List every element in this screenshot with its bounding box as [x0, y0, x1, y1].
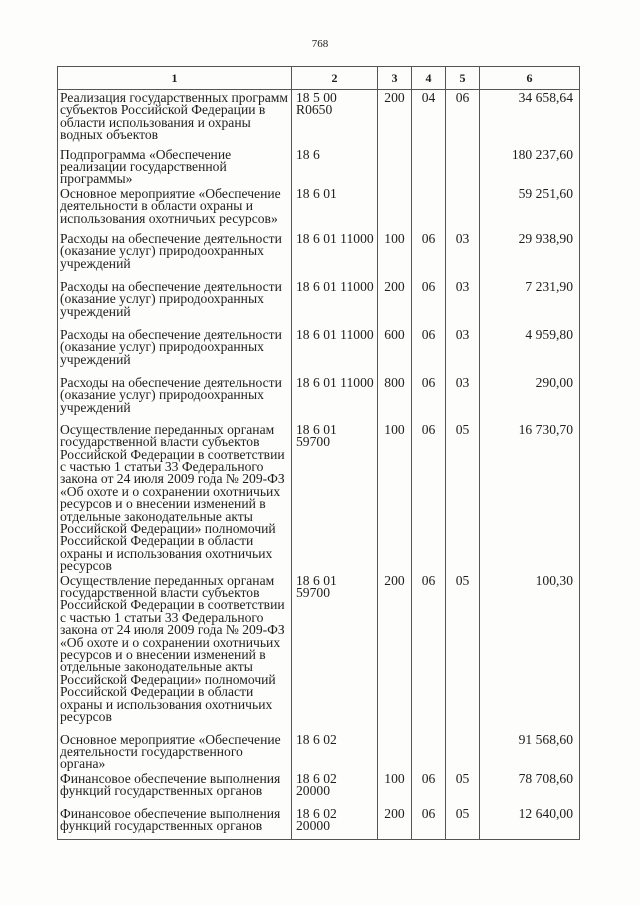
row-col-5: 03 — [446, 279, 480, 327]
row-amount: 12 640,00 — [480, 806, 580, 840]
row-col-5: 05 — [446, 806, 480, 840]
table-row — [58, 422, 580, 573]
row-name: Реализация государственных программ субъектов Российской Федерации в области использования и охраны водных объектов — [58, 90, 292, 147]
row-col-4: 06 — [412, 375, 446, 422]
row-amount: 16 730,70 — [480, 422, 580, 573]
row-col-4: 06 — [412, 327, 446, 375]
header-cell-4: 4 — [412, 67, 446, 90]
row-amount: 29 938,90 — [480, 231, 580, 279]
table-row — [58, 573, 580, 732]
row-amount: 78 708,60 — [480, 771, 580, 806]
table-row — [58, 327, 580, 375]
row-col-4 — [412, 147, 446, 186]
row-col-5 — [446, 147, 480, 186]
budget-table — [57, 66, 580, 840]
row-col-4: 06 — [412, 806, 446, 840]
row-name: Осуществление переданных органам государственной власти субъектов Российской Федерации в соответствии с частью 1 статьи 33 Федерального закона от 24 июля 2009 года № 209-ФЗ «Об охоте и о сохранении охотничьих ресурсов и о внесении изменений в отдельные законодательные акты Российской Федерации» полномочий Российской Федерации в области охраны и использования охотничьих ресурсов — [58, 573, 292, 732]
row-code: 18 6 — [292, 147, 378, 186]
header-cell-3: 3 — [378, 67, 412, 90]
row-col-3: 100 — [378, 422, 412, 573]
row-name: Подпрограмма «Обеспечение реализации государственной программы» — [58, 147, 292, 186]
row-name: Расходы на обеспечение деятельности (оказание услуг) природоохранных учреждений — [58, 231, 292, 279]
row-col-4: 06 — [412, 279, 446, 327]
table-row — [58, 375, 580, 422]
page-number: 768 — [311, 38, 329, 50]
header-row — [58, 67, 580, 90]
row-amount: 91 568,60 — [480, 732, 580, 771]
header-cell-5: 5 — [446, 67, 480, 90]
row-name: Финансовое обеспечение выполнения функций государственных органов — [58, 771, 292, 806]
row-col-3: 200 — [378, 279, 412, 327]
row-col-5: 03 — [446, 327, 480, 375]
row-code: 18 5 00 R0650 — [292, 90, 378, 147]
row-code: 18 6 01 11000 — [292, 279, 378, 327]
table-row — [58, 279, 580, 327]
row-col-5: 05 — [446, 573, 480, 732]
row-col-3 — [378, 147, 412, 186]
row-code: 18 6 01 — [292, 186, 378, 231]
table-row — [58, 186, 580, 231]
table-row — [58, 771, 580, 806]
row-col-4: 04 — [412, 90, 446, 147]
row-col-4 — [412, 732, 446, 771]
row-code: 18 6 01 59700 — [292, 422, 378, 573]
row-code: 18 6 01 59700 — [292, 573, 378, 732]
row-amount: 4 959,80 — [480, 327, 580, 375]
row-name: Расходы на обеспечение деятельности (оказание услуг) природоохранных учреждений — [58, 375, 292, 422]
row-col-4: 06 — [412, 771, 446, 806]
row-code: 18 6 02 — [292, 732, 378, 771]
row-col-5: 03 — [446, 231, 480, 279]
row-code: 18 6 01 11000 — [292, 375, 378, 422]
row-code: 18 6 01 11000 — [292, 327, 378, 375]
row-col-3: 200 — [378, 806, 412, 840]
row-col-3: 600 — [378, 327, 412, 375]
row-col-5: 05 — [446, 771, 480, 806]
row-name: Расходы на обеспечение деятельности (оказание услуг) природоохранных учреждений — [58, 279, 292, 327]
row-amount: 34 658,64 — [480, 90, 580, 147]
table-row — [58, 231, 580, 279]
row-name: Основное мероприятие «Обеспечение деятельности в области охраны и использования охотничьих ресурсов» — [58, 186, 292, 231]
table-body — [58, 90, 580, 840]
table-row — [58, 90, 580, 147]
row-code: 18 6 02 20000 — [292, 771, 378, 806]
row-col-3: 800 — [378, 375, 412, 422]
row-amount: 59 251,60 — [480, 186, 580, 231]
row-code: 18 6 01 11000 — [292, 231, 378, 279]
header-cell-1: 1 — [58, 67, 292, 90]
row-name: Основное мероприятие «Обеспечение деятельности государственного органа» — [58, 732, 292, 771]
row-col-3 — [378, 732, 412, 771]
row-col-3: 100 — [378, 771, 412, 806]
row-col-3: 200 — [378, 90, 412, 147]
row-amount: 180 237,60 — [480, 147, 580, 186]
table-row — [58, 147, 580, 186]
header-cell-6: 6 — [480, 67, 580, 90]
row-name: Расходы на обеспечение деятельности (оказание услуг) природоохранных учреждений — [58, 327, 292, 375]
row-col-3: 100 — [378, 231, 412, 279]
row-name: Финансовое обеспечение выполнения функций государственных органов — [58, 806, 292, 840]
row-col-5 — [446, 186, 480, 231]
row-amount: 290,00 — [480, 375, 580, 422]
row-col-4: 06 — [412, 422, 446, 573]
row-amount: 7 231,90 — [480, 279, 580, 327]
row-col-4: 06 — [412, 573, 446, 732]
table-row — [58, 732, 580, 771]
row-col-4: 06 — [412, 231, 446, 279]
row-col-5: 05 — [446, 422, 480, 573]
row-amount: 100,30 — [480, 573, 580, 732]
row-col-5 — [446, 732, 480, 771]
table-row — [58, 806, 580, 840]
row-col-3: 200 — [378, 573, 412, 732]
header-cell-2: 2 — [292, 67, 378, 90]
row-col-5: 06 — [446, 90, 480, 147]
row-col-4 — [412, 186, 446, 231]
row-name: Осуществление переданных органам государственной власти субъектов Российской Федерации в соответствии с частью 1 статьи 33 Федерального закона от 24 июля 2009 года № 209-ФЗ «Об охоте и о сохранении охотничьих ресурсов и о внесении изменений в отдельные законодательные акты Российской Федерации» полномочий Российской Федерации в области охраны и использования охотничьих ресурсов — [58, 422, 292, 573]
row-col-5: 03 — [446, 375, 480, 422]
row-col-3 — [378, 186, 412, 231]
row-code: 18 6 02 20000 — [292, 806, 378, 840]
